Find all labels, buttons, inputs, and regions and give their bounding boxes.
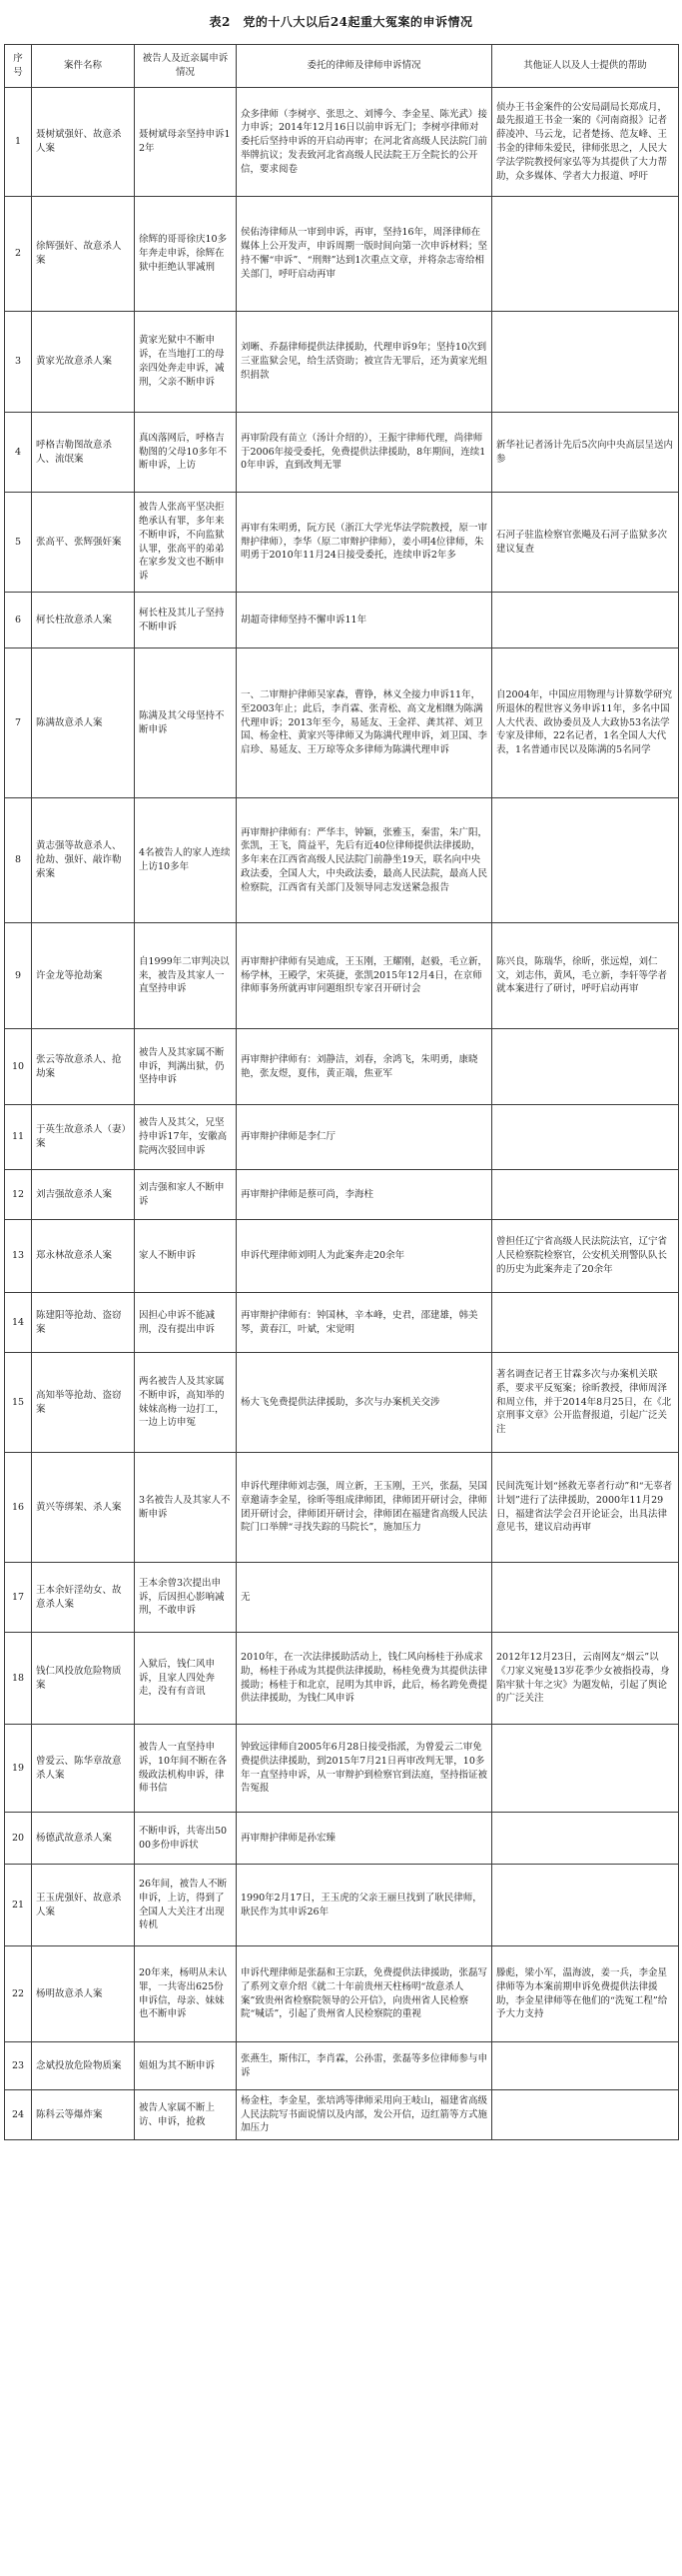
case-name: 王本余奸淫幼女、故意杀人案 [32,1563,135,1633]
family-appeal: 被告人及其父，兄坚持申诉17年，安徽高院两次驳回申诉 [135,1105,237,1170]
table-row [5,1453,679,1563]
table-row [5,1170,679,1220]
row-no: 21 [5,1865,32,1946]
table-caption: 表2 党的十八大以后24起重大冤案的申诉情况 [209,15,473,29]
table-row [5,1353,679,1453]
case-name: 张云等故意杀人、抢劫案 [32,1029,135,1105]
other-help: 滕彪，梁小军，温海波，姜一兵，李金星律师等为本案前期申诉免费提供法律援助，李金星律师等在他们的“洗冤工程”给予大力支持 [492,1946,679,2042]
lawyer-appeal: 再审辩护律师是蔡可尚，李海柱 [237,1170,492,1220]
case-name: 黄兴等绑架、杀人案 [32,1453,135,1563]
case-name: 聂树斌强奸、故意杀人案 [32,88,135,197]
other-help: 著名调查记者王甘霖多次与办案机关联系，要求平反冤案；徐昕教授，律师周泽和周立伟，并于2014年8月25日，在《北京刑事文章》公开监督报道，引起广泛关注 [492,1353,679,1453]
case-name: 黄家光故意杀人案 [32,312,135,413]
lawyer-appeal: 再审辩护律师是孙宏臻 [237,1813,492,1865]
lawyer-appeal: 无 [237,1563,492,1633]
other-help: 民间洗冤计划“拯救无辜者行动”和“无辜者计划”进行了法律援助，2000年11月29日，福建省法学会召开论证会，出具法律意见书，建议启动再审 [492,1453,679,1563]
family-appeal: 黄家光狱中不断申诉，在当地打工的母亲四处奔走申诉，减刑，父亲不断申诉 [135,312,237,413]
table-row [5,413,679,493]
family-appeal: 柯长柱及其儿子坚持不断申诉 [135,593,237,648]
family-appeal: 徐辉的哥哥徐庆10多年奔走申诉，徐辉在狱中拒绝认罪减刑 [135,197,237,312]
case-name: 陈满故意杀人案 [32,648,135,798]
family-appeal: 被告人一直坚持申诉，10年间不断在各级政法机构申诉，律师书信 [135,1725,237,1813]
header-row [5,45,679,88]
other-help: 侦办王书金案件的公安局副局长郑成月，最先报道王书金一案的《河南商报》记者薛凌冲、马云龙，记者楚扬、范友峰、王书金的律师朱爱民，律师张思之，人民大学法学院教授何家弘等为其提供了大力帮助，众多媒体、学者大力报道、呼吁 [492,88,679,197]
table-row [5,923,679,1029]
table-row [5,1029,679,1105]
family-appeal: 不断申诉，共寄出5000多份申诉状 [135,1813,237,1865]
row-no: 7 [5,648,32,798]
family-appeal: 20年来，杨明从未认罪，一共寄出625份申诉信，母亲、妹妹也不断申诉 [135,1946,237,2042]
case-name: 杨明故意杀人案 [32,1946,135,2042]
table-row [5,1220,679,1293]
table-row [5,2042,679,2090]
other-help: 曾担任辽宁省高级人民法院法官，辽宁省人民检察院检察官，公安机关刑警队队长的历史为此案奔走了20余年 [492,1220,679,1293]
case-name: 王玉虎强奸、故意杀人案 [32,1865,135,1946]
lawyer-appeal: 再审辩护律师是李仁厅 [237,1105,492,1170]
family-appeal: 两名被告人及其家属不断申诉，高知举的妹妹高梅一边打工，一边上访申冤 [135,1353,237,1453]
case-name: 许金龙等抢劫案 [32,923,135,1029]
family-appeal: 自1999年二审判决以来，被告及其家人一直坚持申诉 [135,923,237,1029]
other-help: 新华社记者汤计先后5次向中央高层呈送内参 [492,413,679,493]
table-row [5,88,679,197]
row-no: 20 [5,1813,32,1865]
lawyer-appeal: 一、二审辩护律师吴家森，曹铮，林义全接力申诉11年，至2003年止；此后，李肖霖、张青松、高文龙相继为陈满代理申诉；2013年至今，易延友、王金祥、龚其祥、刘卫国、杨金柱、黄家兴等律师又为陈满代理申诉，刘卫国、李启珍、易延友、王万琼等众多律师为陈满代理申诉 [237,648,492,798]
row-no: 9 [5,923,32,1029]
family-appeal: 姐姐为其不断申诉 [135,2042,237,2090]
row-no: 23 [5,2042,32,2090]
family-appeal: 3名被告人及其家人不断申诉 [135,1453,237,1563]
family-appeal: 刘吉强和家人不断申诉 [135,1170,237,1220]
other-help [492,1865,679,1946]
case-name: 陈建阳等抢劫、盗窃案 [32,1293,135,1353]
table-row [5,1865,679,1946]
case-name: 徐辉强奸、故意杀人案 [32,197,135,312]
lawyer-appeal: 再审辩护律师有吴迪成，王玉刚，王耀刚，赵毅，毛立新，杨学林，王殿学，宋英捷，张凯2015年12月4日，在京师律师事务所就再审问题组织专家召开研讨会 [237,923,492,1029]
lawyer-appeal: 申诉代理律师刘志强，周立新，王玉刚，王兴，张磊，吴国章邀请李金星，徐昕等组成律师团，律师团开研讨会，律师团开研讨会，律师团开研讨会，律师团在福建省高级人民法院门口举牌“寻找失踪的马院长”，施加压力 [237,1453,492,1563]
family-appeal: 被告人张高平坚决拒绝承认有罪，多年来不断申诉，不向监狱认罪，张高平的弟弟在家乡发文也不断申诉 [135,493,237,593]
other-help [492,1563,679,1633]
lawyer-appeal: 申诉代理律师是张磊和王宗跃，免费提供法律援助，张磊写了系列文章介绍《就二十年前贵州天柱杨明“故意杀人案”致贵州省检察院领导的公开信》，向贵州省人民检察院“喊话”，引起了贵州省人民检察院的重视 [237,1946,492,2042]
case-name: 念斌投放危险物质案 [32,2042,135,2090]
other-help [492,2042,679,2090]
row-no: 12 [5,1170,32,1220]
other-help [492,798,679,923]
other-help [492,1029,679,1105]
lawyer-appeal: 1990年2月17日，王玉虎的父亲王丽旦找到了耿民律师，耿民作为其申诉26年 [237,1865,492,1946]
table-row [5,1563,679,1633]
family-appeal: 被告人家属不断上访、申诉，抢救 [135,2090,237,2140]
row-no: 15 [5,1353,32,1453]
table-row [5,648,679,798]
family-appeal: 陈满及其父母坚持不断申诉 [135,648,237,798]
table-row [5,798,679,923]
table-row [5,312,679,413]
case-name: 郑永林故意杀人案 [32,1220,135,1293]
row-no: 3 [5,312,32,413]
table-row [5,1813,679,1865]
table-row [5,1105,679,1170]
case-name: 刘吉强故意杀人案 [32,1170,135,1220]
table-row [5,493,679,593]
row-no: 6 [5,593,32,648]
row-no: 4 [5,413,32,493]
lawyer-appeal: 再审辩护律师有：严华丰，钟颖，张雅玉，秦雷，朱广阳，张凯，王飞，简益平，先后有近40位律师提供法律援助，多年来在江西省高级人民法院门前静坐19天，联名向中央政法委，全国人大，中央政法委，最高人民法院，最高人民检察院，江西省有关部门及领导同志发送紧急报告 [237,798,492,923]
table-row [5,1725,679,1813]
case-name: 柯长柱故意杀人案 [32,593,135,648]
case-name: 陈科云等爆炸案 [32,2090,135,2140]
header-case-name: 案件名称 [32,45,135,88]
lawyer-appeal: 胡超奇律师坚持不懈申诉11年 [237,593,492,648]
family-appeal: 因担心申诉不能减刑，没有提出申诉 [135,1293,237,1353]
header-other-help: 其他证人以及人士提供的帮助 [492,45,679,88]
family-appeal: 真凶落网后，呼格吉勒图的父母10多年不断申诉，上访 [135,413,237,493]
row-no: 16 [5,1453,32,1563]
family-appeal: 入狱后，钱仁风申诉，且家人四处奔走，没有有音讯 [135,1633,237,1725]
family-appeal: 4名被告人的家人连续上访10多年 [135,798,237,923]
header-lawyer-appeal: 委托的律师及律师申诉情况 [237,45,492,88]
case-name: 钱仁风投放危险物质案 [32,1633,135,1725]
lawyer-appeal: 再审有朱明勇，阮方民（浙江大学光华法学院教授，原一审辩护律师），李华（原二审辩护律师），姜小明4位律师，朱明勇于2010年11月24日接受委托，连续申诉2年多 [237,493,492,593]
table-row [5,197,679,312]
other-help [492,312,679,413]
row-no: 14 [5,1293,32,1353]
row-no: 1 [5,88,32,197]
table-row [5,593,679,648]
header-family-appeal: 被告人及近亲属申诉情况 [135,45,237,88]
lawyer-appeal: 再审阶段有苗立（汤计介绍的），王振宇律师代理，尚律师于2006年接受委托，免费提供法律援助，8年期间，连续10年申诉，直到改判无罪 [237,413,492,493]
row-no: 19 [5,1725,32,1813]
lawyer-appeal: 杨金柱，李金星，张培鸿等律师采用向王岐山，福建省高级人民法院写书面说情以及内部，发公开信，迈红箭等方式施加压力 [237,2090,492,2140]
row-no: 18 [5,1633,32,1725]
table-row [5,2090,679,2140]
other-help: 自2004年，中国应用物理与计算数学研究所退休的程世容义务申诉11年，多名中国人大代表、政协委员及人大政协53名法学专家及律师，22名记者，1名全国人大代表，1名普通市民以及陈满的5名同学 [492,648,679,798]
other-help [492,2090,679,2140]
lawyer-appeal: 刘晰、乔磊律师提供法律援助，代理申诉9年；坚持10次到三亚监狱会见，给生活资助；被宣告无罪后，还为黄家光组织捐款 [237,312,492,413]
family-appeal: 王本余曾3次提出申诉，后因担心影响减刑，不敢申诉 [135,1563,237,1633]
other-help [492,1105,679,1170]
other-help: 石河子驻监检察官张飚及石河子监狱多次建议复查 [492,493,679,593]
family-appeal: 被告人及其家属不断申诉，判满出狱，仍坚持申诉 [135,1029,237,1105]
other-help: 2012年12月23日，云南网友“烟云”以《刀家义宛曼13岁花季少女被指投毒，身陷牢狱十年之灾》为题发帖，引起了舆论的广泛关注 [492,1633,679,1725]
table-row [5,1293,679,1353]
table-row [5,1633,679,1725]
lawyer-appeal: 2010年，在一次法律援助活动上，钱仁风向杨桂于孙成求助，杨桂于孙成为其提供法律援助，杨桂免费为其提供法律援助；杨桂于和北京，昆明为其申诉，此后，杨名跨免费提供法律援助，为钱仁风申诉 [237,1633,492,1725]
row-no: 13 [5,1220,32,1293]
case-name: 高知举等抢劫、盗窃案 [32,1353,135,1453]
table-row [5,1946,679,2042]
lawyer-appeal: 杨大飞免费提供法律援助，多次与办案机关交涉 [237,1353,492,1453]
case-name: 呼格吉勒图故意杀人、流氓案 [32,413,135,493]
case-name: 于英生故意杀人（妻）案 [32,1105,135,1170]
other-help: 陈兴良，陈瑞华，徐昕，张远煌，刘仁文，刘志伟，黄风，毛立新，李轩等学者就本案进行了研讨，呼吁启动再审 [492,923,679,1029]
other-help [492,1813,679,1865]
family-appeal: 家人不断申诉 [135,1220,237,1293]
row-no: 22 [5,1946,32,2042]
other-help [492,593,679,648]
row-no: 10 [5,1029,32,1105]
lawyer-appeal: 众多律师（李树亭、张思之、刘博今、李金星、陈光武）接力申诉；2014年12月16日以前申诉无门；李树亭律师对委托后坚持申诉的开启动再审；在河北省高级人民法院门前举牌抗议；发表致河北省高级人民法院王万全院长的公开信，要求阅卷 [237,88,492,197]
lawyer-appeal: 再审辩护律师有：刘静洁，刘春，余鸿飞，朱明勇，康晓艳，张友煜，夏伟，黄正端，焦亚军 [237,1029,492,1105]
row-no: 8 [5,798,32,923]
other-help [492,197,679,312]
header-no: 序号 [5,45,32,88]
case-name: 曾爱云、陈华章故意杀人案 [32,1725,135,1813]
lawyer-appeal: 侯佑涛律师从一审到申诉，再审，坚持16年，周泽律师在媒体上公开发声，申诉周期一版时间向第一次申诉材料；坚持不懈“申诉”、“刑辩”达到1次重点文章，并将杂志寄给相关部门，呼吁启动再审 [237,197,492,312]
other-help [492,1293,679,1353]
row-no: 24 [5,2090,32,2140]
row-no: 17 [5,1563,32,1633]
lawyer-appeal: 再审辩护律师有：钟国林，辛本峰，史君，邵建雄，韩美琴，黄春江，叶斌，宋觉明 [237,1293,492,1353]
case-name: 杨德武故意杀人案 [32,1813,135,1865]
other-help [492,1725,679,1813]
cases-table [4,44,679,2140]
case-name: 黄志强等故意杀人、抢劫、强奸、敲诈勒索案 [32,798,135,923]
family-appeal: 聂树斌母亲坚持申诉12年 [135,88,237,197]
other-help [492,1170,679,1220]
lawyer-appeal: 钟致远律师自2005年6月28日接受指派，为曾爱云二审免费提供法律援助，到2015年7月21日再审改判无罪，10多年一直坚持申诉，从一审辩护到检察官到法庭，坚持指证被告冤报 [237,1725,492,1813]
lawyer-appeal: 申诉代理律师刘明人为此案奔走20余年 [237,1220,492,1293]
case-name: 张高平、张辉强奸案 [32,493,135,593]
row-no: 11 [5,1105,32,1170]
family-appeal: 26年间，被告人不断申诉，上访，得到了全国人大关注才出现转机 [135,1865,237,1946]
row-no: 2 [5,197,32,312]
lawyer-appeal: 张燕生，斯伟江，李肖霖，公孙雷，张磊等多位律师参与申诉 [237,2042,492,2090]
row-no: 5 [5,493,32,593]
